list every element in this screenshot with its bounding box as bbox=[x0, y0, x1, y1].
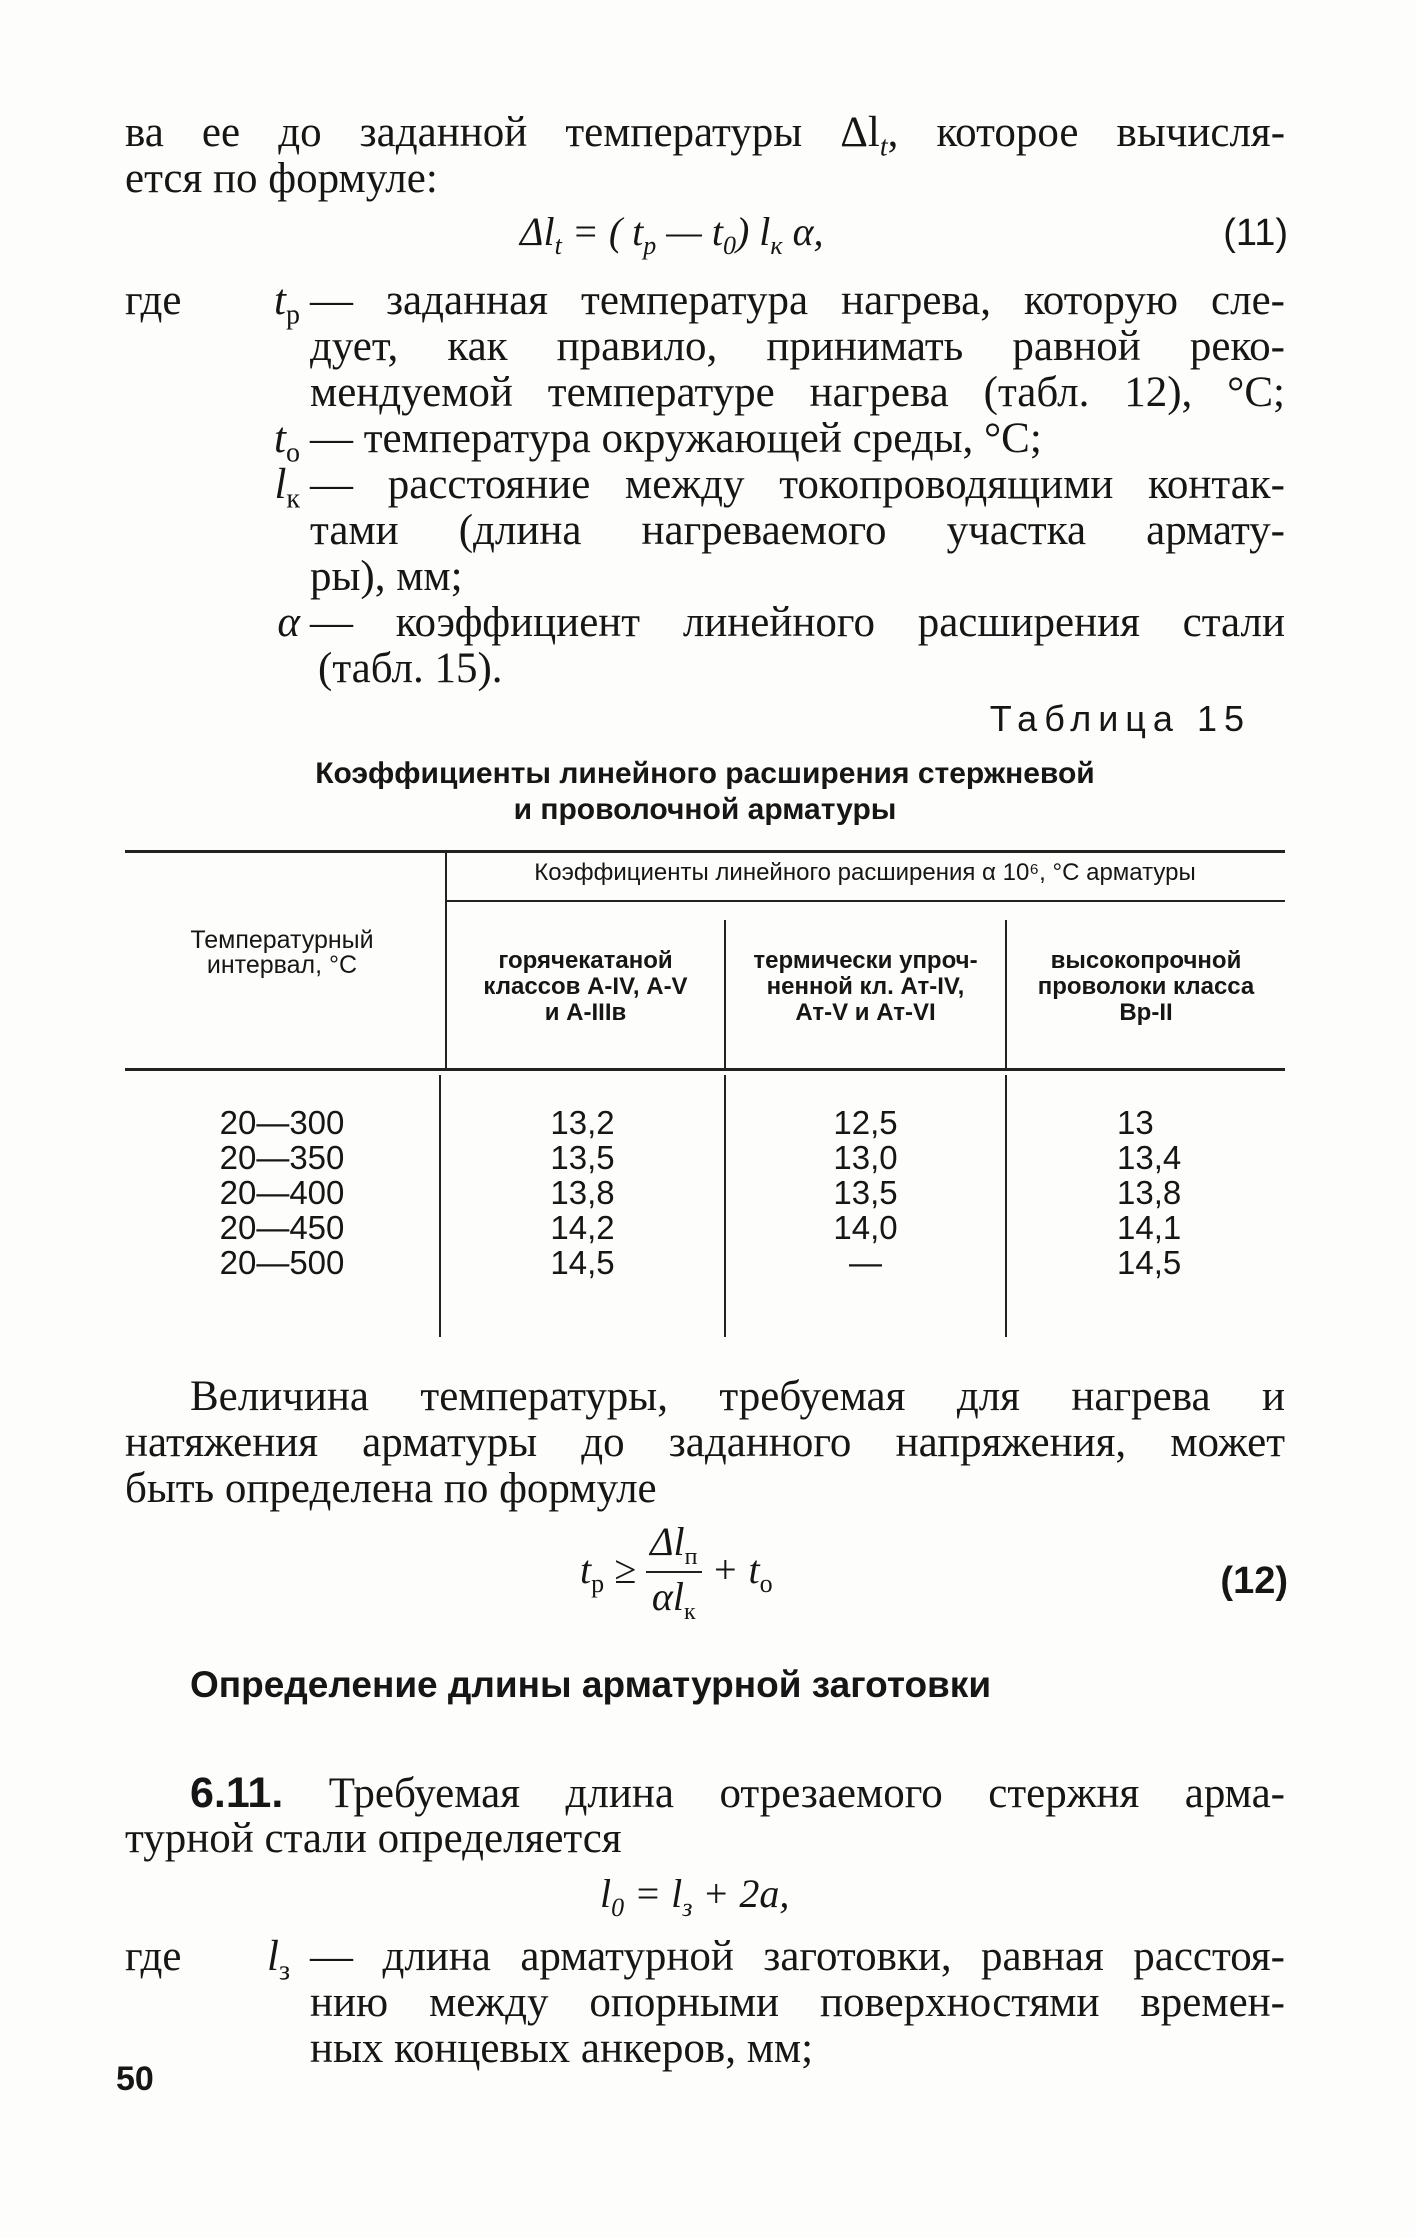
def-lk-line-3: ры), мм; bbox=[310, 553, 463, 600]
table-col-2-values bbox=[726, 1105, 1005, 1280]
def-tp-line-3: мендуемой температуре нагрева (табл. 12), °С; bbox=[310, 369, 1285, 416]
def-lz-line-1: — длина арматурной заготовки, равная расстоя- bbox=[310, 1933, 1285, 1980]
table-cell: 14,1 bbox=[1117, 1209, 1182, 1246]
para3-line-2: турной стали определяется bbox=[125, 1815, 622, 1862]
def-lz-line-3: ных концевых анкеров, мм; bbox=[310, 2025, 814, 2072]
def-to-line-1: — температура окружающей среды, °С; bbox=[310, 415, 1042, 462]
table-cell: 13,0 bbox=[833, 1139, 898, 1176]
para2-line-2: натяжения арматуры до заданного напряжения, может bbox=[125, 1419, 1285, 1466]
formula-11: $\Delta l_t$ = ( $t_р$ — $t_0$) $l_к$ α, bbox=[520, 209, 824, 260]
def-lz-line-2: нию между опорными поверхностями времен- bbox=[310, 1979, 1285, 2026]
intro-line-1: ва ее до заданной температуры $\Delta l_t$, которое вычисля- bbox=[125, 109, 1286, 163]
symbol-alpha: α bbox=[277, 599, 300, 646]
formula-13: $l_0 = l_з + 2a$, bbox=[600, 1871, 790, 1922]
table-top-rule bbox=[125, 850, 1285, 853]
table-col-3-values bbox=[1007, 1105, 1285, 1280]
para3-line-1: 6.11. Требуемая длина отрезаемого стержня арма- bbox=[190, 1769, 1286, 1817]
table-cell: 12,5 bbox=[833, 1104, 898, 1141]
table-header-rule bbox=[125, 1068, 1285, 1071]
def-lk-line-1: — расстояние между токопроводящими контак- bbox=[310, 461, 1285, 508]
table-cell: 13,5 bbox=[550, 1139, 615, 1176]
para2-line-3: быть определена по формуле bbox=[125, 1465, 657, 1512]
def-tp-line-2: дует, как правило, принимать равной реко- bbox=[310, 323, 1285, 370]
formula-11-number: (11) bbox=[1223, 212, 1288, 254]
def-alpha-line-1: — коэффициент линейного расширения стали bbox=[310, 599, 1285, 646]
table-cell: 20—450 bbox=[219, 1209, 345, 1246]
def-alpha-line-2: (табл. 15). bbox=[318, 645, 503, 692]
table-cell: 13 bbox=[1117, 1104, 1154, 1141]
table-cell: 13,8 bbox=[1117, 1174, 1182, 1211]
table-group-header: Коэффициенты линейного расширения α 10⁶, °С арматуры bbox=[534, 859, 1196, 886]
table-cell: 13,2 bbox=[550, 1104, 615, 1141]
def-lk-line-2: тами (длина нагреваемого участка армату- bbox=[310, 507, 1285, 554]
formula-12: $t_р$ ≥ $\frac{\Delta l_п}{\alpha l_к}$ + $t_о$ bbox=[580, 1519, 773, 1625]
symbol-to: $t_о$ bbox=[274, 415, 300, 469]
table-label: Таблица 15 bbox=[989, 698, 1251, 739]
table-cell: 14,5 bbox=[1117, 1244, 1182, 1281]
intro-line-2: ется по формуле: bbox=[125, 155, 438, 202]
table-cell: 13,8 bbox=[550, 1174, 615, 1211]
where-word-2: где bbox=[125, 1933, 182, 1980]
table-cell: — bbox=[849, 1244, 882, 1281]
table-cell: 20—400 bbox=[219, 1174, 345, 1211]
table-cell: 14,5 bbox=[550, 1244, 615, 1281]
table-caption-line-1: Коэффициенты линейного расширения стержневой bbox=[315, 757, 1095, 790]
table-col-header-2: термически упроч- ненной кл. Ат-IV, Ат-V и Ат-VI bbox=[753, 947, 978, 1026]
table-group-rule bbox=[445, 900, 1285, 902]
para2-line-1: Величина температуры, требуемая для нагрева и bbox=[190, 1373, 1285, 1420]
definitions bbox=[0, 277, 1416, 692]
where-word: где bbox=[125, 277, 182, 324]
symbol-lk: $l_к$ bbox=[274, 461, 300, 515]
symbol-tp: $t_р$ bbox=[274, 277, 300, 331]
table-cell: 14,2 bbox=[550, 1209, 615, 1246]
symbol-lz: $l_з$ bbox=[266, 1933, 290, 1987]
formula-12-number: (12) bbox=[1220, 1560, 1288, 1602]
table-col-header-3: высокопрочной проволоки класса Вр-II bbox=[1037, 947, 1255, 1026]
table-caption-line-2: и проволочной арматуры bbox=[513, 793, 897, 826]
table-cell: 13,4 bbox=[1117, 1139, 1182, 1176]
table-cell: 14,0 bbox=[833, 1209, 898, 1246]
table-col-header-1: горячекатаной классов А-IV, А-V и А-IIIв bbox=[483, 947, 688, 1026]
page-number: 50 bbox=[116, 2060, 154, 2098]
table-cell: 20—300 bbox=[219, 1104, 345, 1141]
table-col-interval bbox=[125, 1105, 439, 1280]
def-tp-line-1: — заданная температура нагрева, которую сле- bbox=[310, 277, 1285, 324]
table-cell: 13,5 bbox=[833, 1174, 898, 1211]
table-cell: 20—500 bbox=[219, 1244, 345, 1281]
table-cell: 20—350 bbox=[219, 1139, 345, 1176]
table-col-1-values bbox=[441, 1105, 724, 1280]
definition-2 bbox=[0, 1934, 1416, 2084]
section-heading: Определение длины арматурной заготовки bbox=[190, 1664, 992, 1705]
table-row-header: Температурный интервал, °С bbox=[190, 926, 374, 979]
